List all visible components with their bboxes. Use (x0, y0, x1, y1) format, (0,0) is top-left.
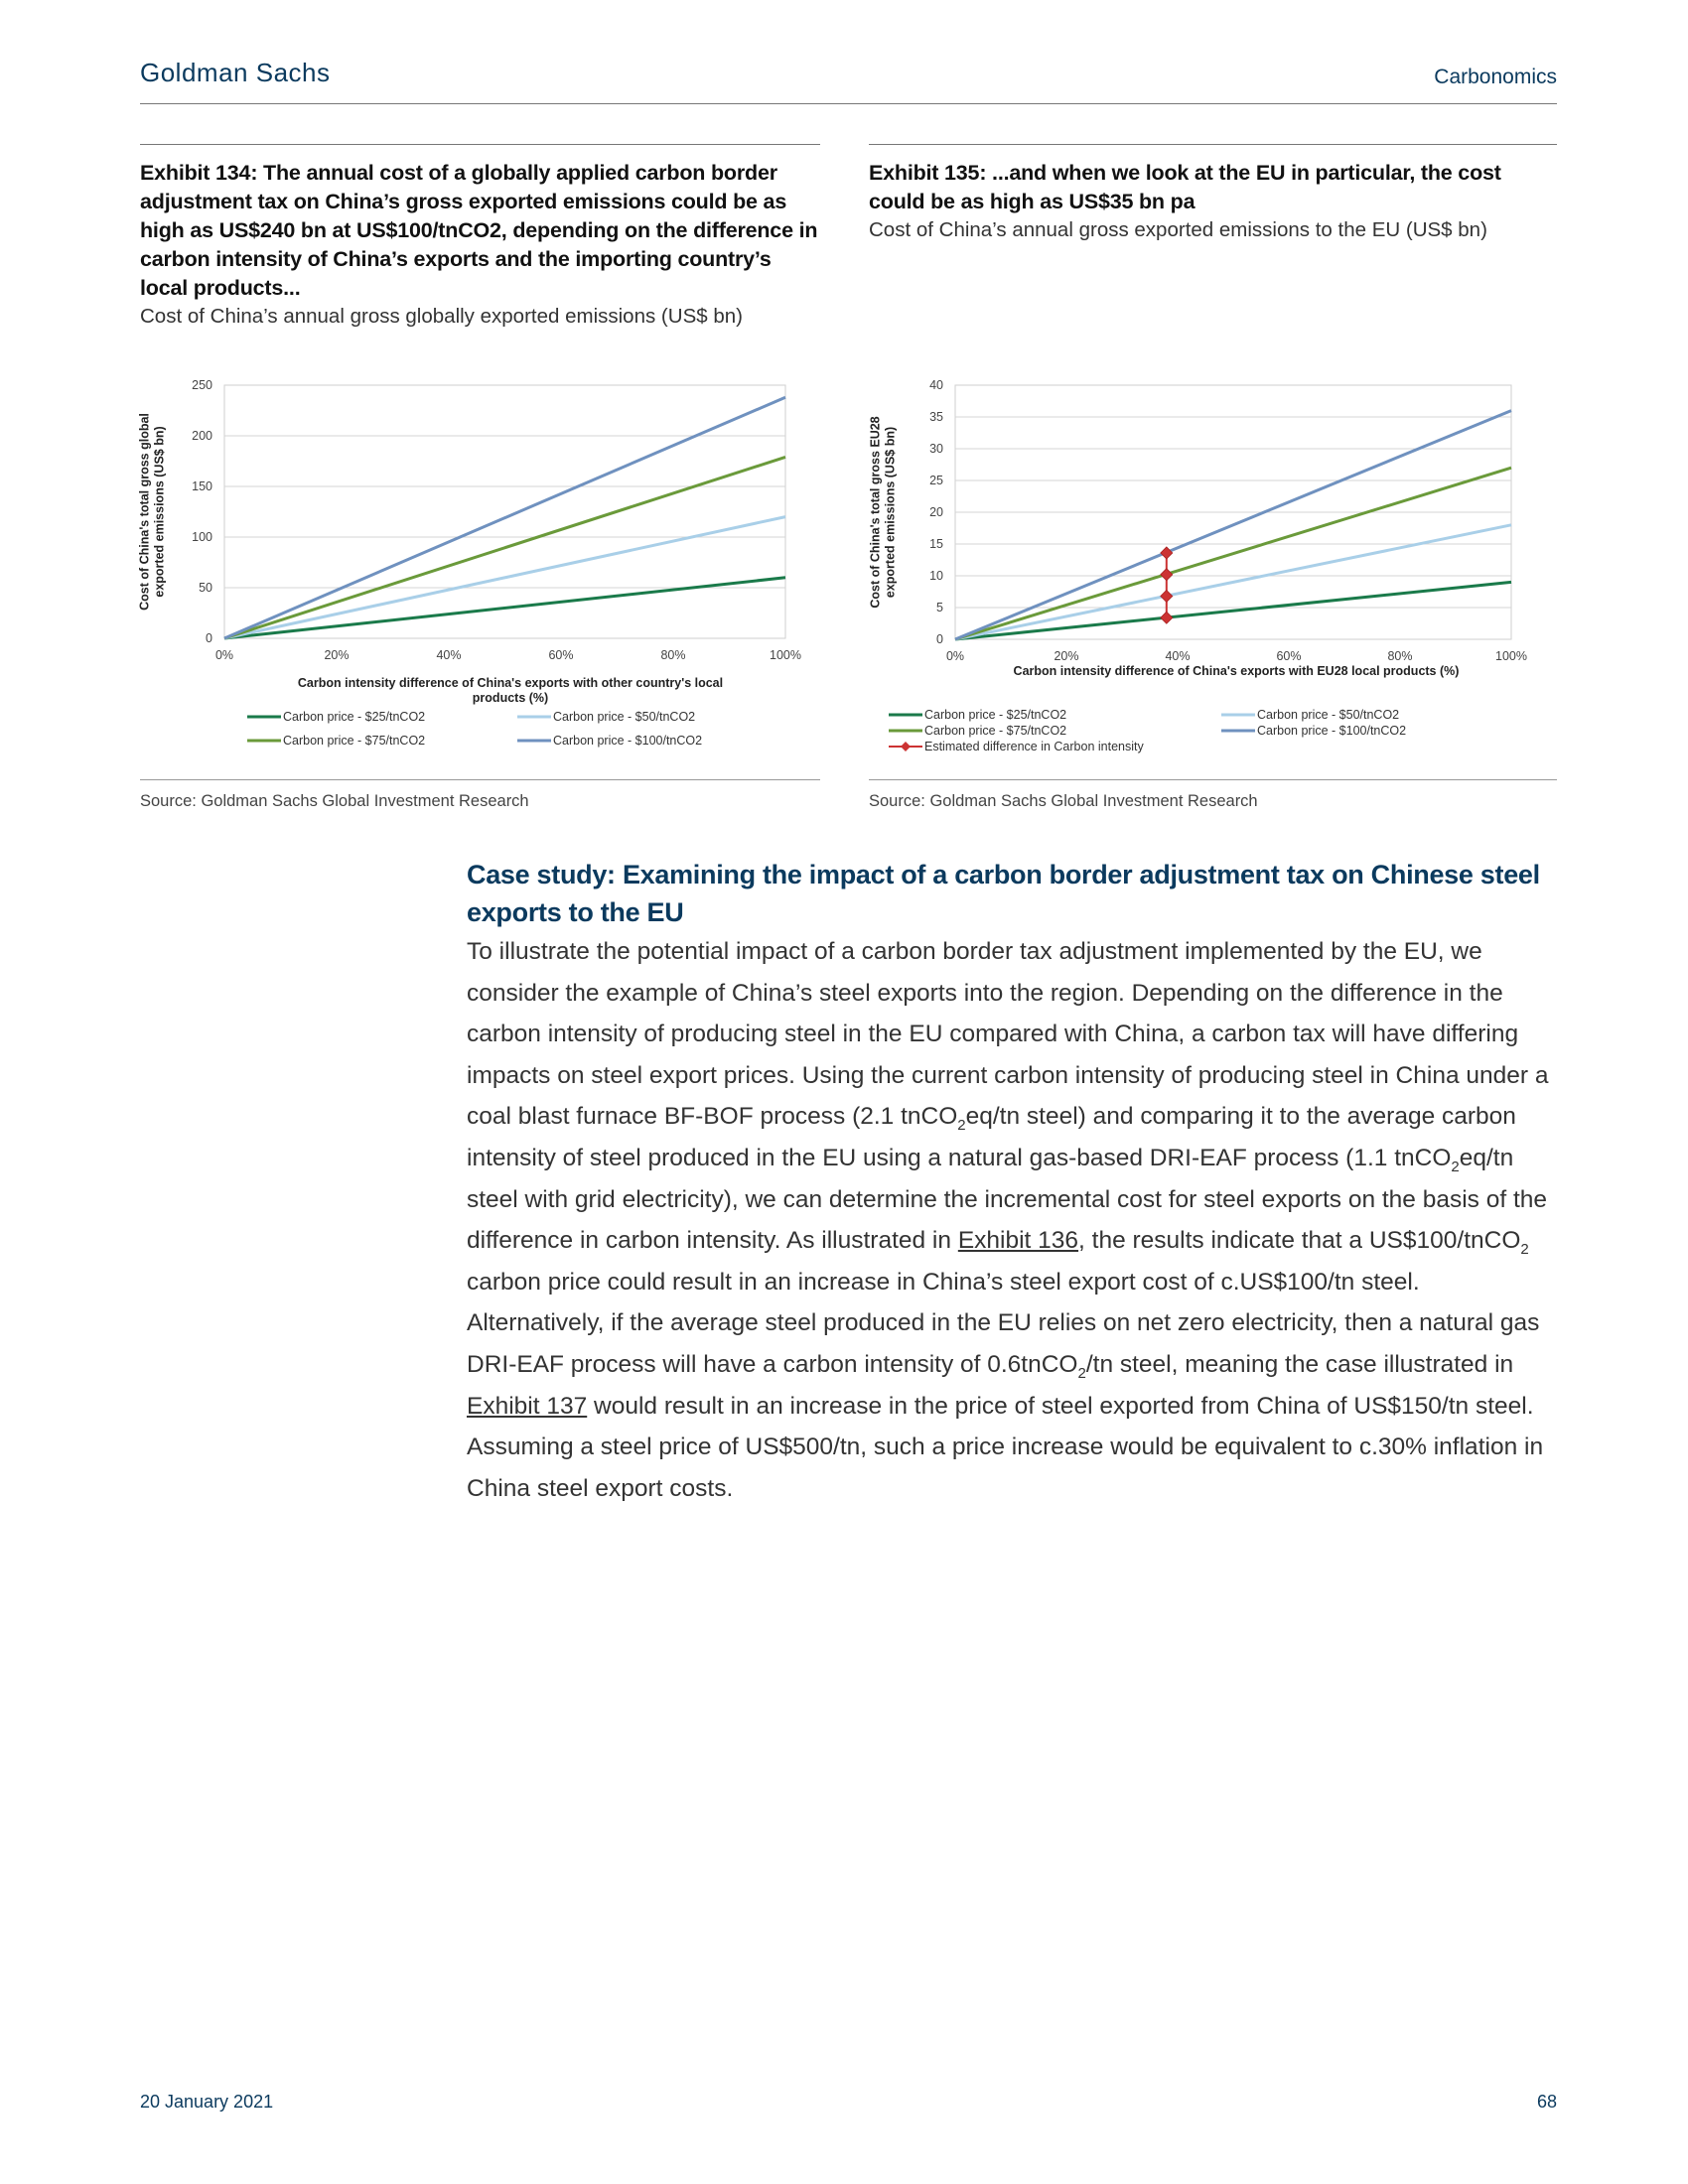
exhibit-135 (869, 144, 1557, 244)
legend-label: Carbon price - $25/tnCO2 (924, 708, 1067, 722)
series-line (955, 582, 1511, 639)
x-tick-label: 100% (770, 648, 801, 662)
x-tick-label: 40% (436, 648, 462, 662)
plot-area (224, 385, 785, 638)
body-text-2: eq/tn steel) and comparing it to the average carbon intensity of steel produced in the EU using a natural gas-based DRI-EAF process (1.1 tnCO (467, 1103, 1516, 1171)
exhibit-134-source: Source: Goldman Sachs Global Investment Research (140, 792, 529, 810)
legend-label: Carbon price - $50/tnCO2 (1257, 708, 1400, 722)
series-line (224, 578, 785, 638)
x-tick-label: 40% (1165, 649, 1191, 663)
y-tick-label: 50 (199, 581, 212, 595)
exhibit-135-subtitle: Cost of China’s annual gross exported emissions to the EU (US$ bn) (869, 218, 1487, 241)
exhibit-134-rule (140, 144, 820, 145)
legend-label: Carbon price - $75/tnCO2 (283, 734, 426, 748)
brand-name: Goldman Sachs (140, 58, 331, 87)
series-line (955, 468, 1511, 639)
y-tick-label: 35 (929, 410, 943, 424)
body-text-7: would result in an increase in the price of steel exported from China of US$150/tn steel. Assuming a steel price of US$500/tn, such a price increase would be equivalent to c.30% inflation in China steel export costs. (467, 1392, 1544, 1502)
y-tick-label: 10 (929, 569, 943, 583)
body-text-1: To illustrate the potential impact of a carbon border tax adjustment implemented by the EU, we consider the example of China’s steel exports into the region. Depending on the difference in the carbon intensity of producing steel in the EU compared with China, a carbon tax will have differing impacts on steel export prices. Using the current carbon intensity of producing steel in China under a coal blast furnace BF-BOF process (2.1 tnCO (467, 938, 1549, 1131)
footer-date: 20 January 2021 (140, 2092, 274, 2112)
subscript-4: 2 (1077, 1364, 1086, 1382)
subscript-1: 2 (957, 1117, 966, 1135)
series-line (955, 411, 1511, 639)
series-line (224, 457, 785, 638)
legend-label: Carbon price - $50/tnCO2 (553, 710, 696, 724)
header-rule (140, 103, 1557, 104)
y-tick-label: 5 (936, 601, 943, 614)
legend-label: Carbon price - $100/tnCO2 (1257, 724, 1407, 738)
y-tick-label: 15 (929, 537, 943, 551)
legend-label: Carbon price - $100/tnCO2 (553, 734, 703, 748)
y-tick-label: 0 (206, 631, 212, 645)
y-axis-label: Cost of China's total gross EU28 (868, 416, 883, 609)
exhibit-134-subtitle: Cost of China’s annual gross globally exported emissions (US$ bn) (140, 305, 743, 328)
y-axis-label: exported emissions (US$ bn) (883, 426, 898, 599)
legend-label: Carbon price - $25/tnCO2 (283, 710, 426, 724)
subscript-3: 2 (1520, 1241, 1529, 1259)
marker-point (1161, 547, 1173, 559)
x-axis-label: products (%) (472, 691, 549, 705)
exhibit-134 (140, 144, 820, 331)
y-tick-label: 20 (929, 505, 943, 519)
y-tick-label: 100 (192, 530, 212, 544)
x-tick-label: 60% (1276, 649, 1302, 663)
series-line (224, 517, 785, 638)
y-tick-label: 40 (929, 378, 943, 392)
y-tick-label: 30 (929, 442, 943, 456)
body-text-4: , the results indicate that a US$100/tnCO (1078, 1227, 1521, 1255)
case-study-body (467, 931, 1559, 1509)
exhibit-135-chart (869, 367, 1557, 764)
series-line (224, 397, 785, 638)
x-tick-label: 20% (1054, 649, 1079, 663)
body-text-6: /tn steel, meaning the case illustrated in (1085, 1350, 1514, 1378)
marker-point (1161, 569, 1173, 581)
body-text-3: eq/tn steel with grid electricity), we can determine the incremental cost for steel exports on the basis of the difference in carbon intensity. As illustrated in (467, 1144, 1548, 1255)
x-tick-label: 0% (214, 648, 234, 662)
exhibit-135-source: Source: Goldman Sachs Global Investment Research (869, 792, 1258, 810)
exhibit-134-bottom-rule (140, 779, 820, 780)
body-text-5: carbon price could result in an increase in China’s steel export cost of c.US$100/tn steel. Alternatively, if the average steel produced in the EU relies on net zero electricity, then a natural gas DRI-EAF process will have a carbon intensity of 0.6tnCO (467, 1268, 1540, 1378)
exhibit-134-chart (137, 367, 820, 764)
marker-point (1161, 590, 1173, 602)
y-axis-label: exported emissions (US$ bn) (152, 426, 167, 598)
marker-point (1161, 612, 1173, 623)
y-axis-label: Cost of China's total gross global (137, 413, 152, 611)
case-study (467, 856, 1559, 1509)
x-tick-label: 100% (1495, 649, 1527, 663)
x-tick-label: 0% (945, 649, 965, 663)
exhibit-136-link[interactable]: Exhibit 136 (957, 1227, 1079, 1255)
exhibit-135-bottom-rule (869, 779, 1557, 780)
legend-marker (901, 742, 911, 751)
y-tick-label: 150 (192, 479, 212, 493)
x-tick-label: 20% (324, 648, 350, 662)
x-tick-label: 80% (1387, 649, 1413, 663)
legend-label: Carbon price - $75/tnCO2 (924, 724, 1067, 738)
subscript-2: 2 (1451, 1158, 1460, 1175)
exhibit-135-rule (869, 144, 1557, 145)
y-tick-label: 25 (929, 474, 943, 487)
y-tick-label: 250 (192, 378, 212, 392)
x-axis-label: Carbon intensity difference of China's exports with EU28 local products (%) (1013, 664, 1460, 678)
exhibit-134-title: Exhibit 134: The annual cost of a globally applied carbon border adjustment tax on China’s gross exported emissions could be as high as US$240 bn at US$100/tnCO2, depending on the difference in carbon intensity of China’s exports and the importing country’s local products... (140, 161, 818, 300)
x-tick-label: 80% (660, 648, 686, 662)
case-study-title: Case study: Examining the impact of a carbon border adjustment tax on Chinese steel exports to the EU (467, 860, 1540, 927)
exhibit-137-link[interactable]: Exhibit 137 (467, 1392, 588, 1420)
x-axis-label: Carbon intensity difference of China's exports with other country's local (297, 676, 724, 690)
y-tick-label: 0 (936, 632, 943, 646)
series-line (955, 525, 1511, 639)
x-tick-label: 60% (548, 648, 574, 662)
legend-label: Estimated difference in Carbon intensity (924, 740, 1144, 753)
exhibit-135-title: Exhibit 135: ...and when we look at the EU in particular, the cost could be as high as US$35 bn pa (869, 161, 1501, 213)
y-tick-label: 200 (192, 429, 212, 443)
section-name: Carbonomics (1434, 66, 1557, 88)
page-number: 68 (1536, 2092, 1557, 2112)
